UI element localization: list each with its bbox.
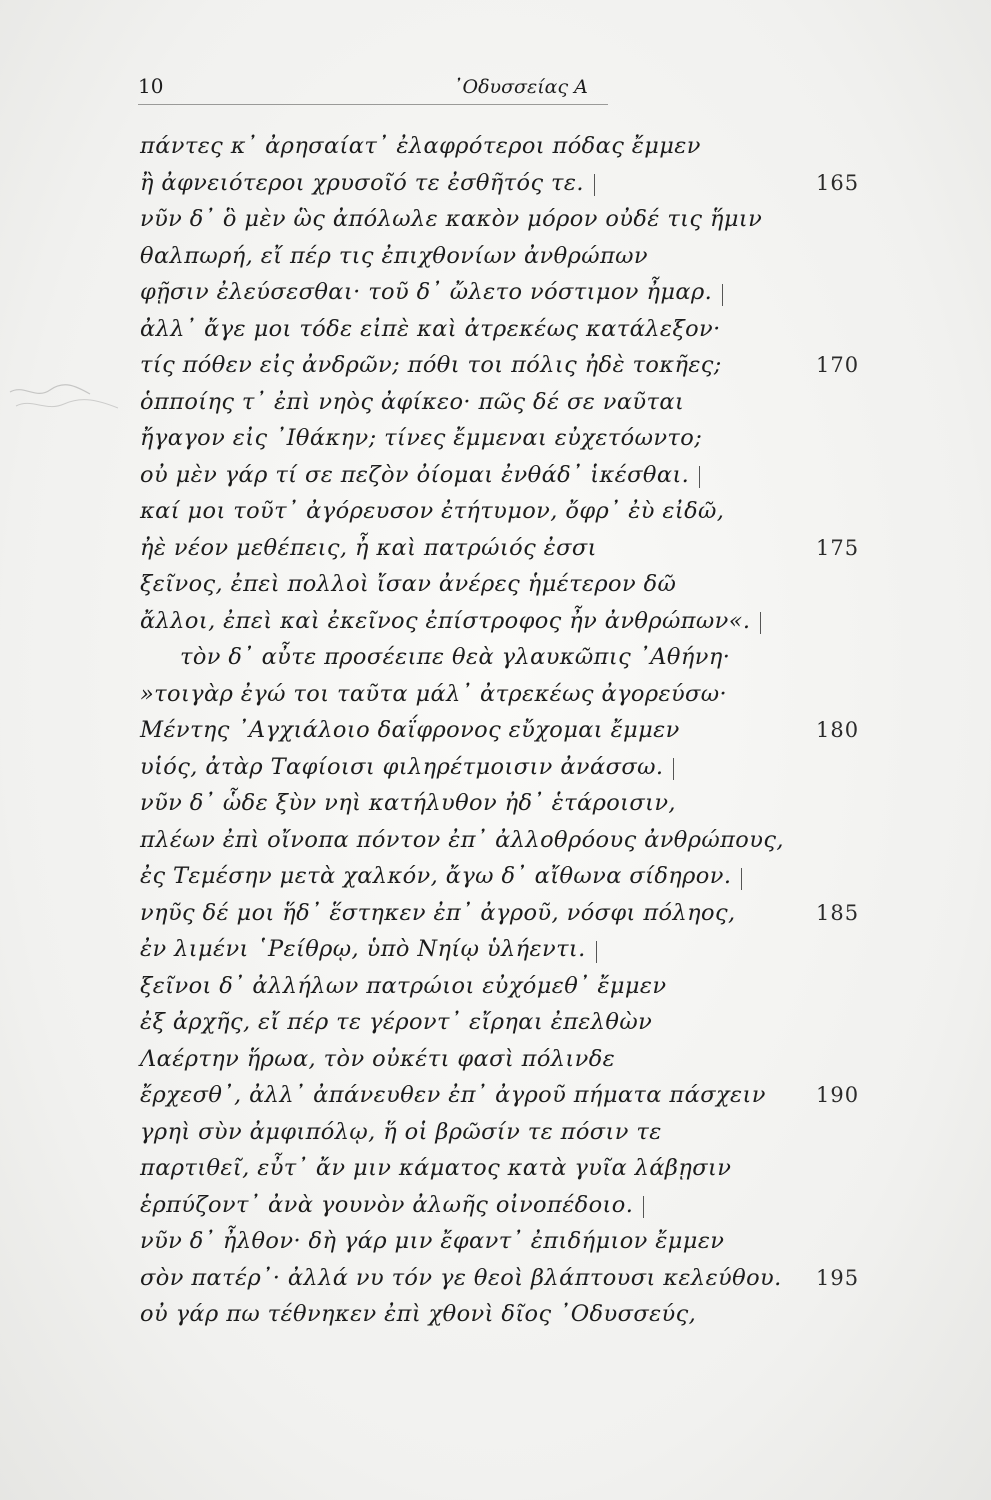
verse-line [140,1223,900,1260]
line-number: 185 [816,900,860,925]
verse-text: ἔρχεσθ᾿, ἀλλ᾿ ἀπάνευθεν ἐπ᾿ ἀγροῦ πήματα πάσχειν [140,1082,766,1108]
verse-text: νηῦς δέ μοι ἥδ᾿ ἕστηκεν ἐπ᾿ ἀγροῦ, νόσφι πόληος, [140,899,736,926]
verse-line [140,749,900,786]
verse-text: ἐν λιμένι ῾Ρείθρῳ, ὑπὸ Νηίῳ ὑλήεντι. [140,936,586,962]
verse-text: τὸν δ᾿ αὖτε προσέειπε θεὰ γλαυκῶπις ᾿Αθήνη· [180,644,731,670]
verse-text: σὸν πατέρ᾿· ἀλλά νυ τόν γε θεοὶ βλάπτουσι κελεύθου. [140,1264,782,1291]
verse-line [140,1041,900,1078]
verse-line [140,274,900,311]
verse-text: ἤγαγον εἰς ᾿Ιθάκην; τίνες ἔμμεναι εὐχετόωντο; [140,425,703,451]
verse-text: παρτιθεῖ, εὖτ᾿ ἄν μιν κάματος κατὰ γυῖα λάβῃσιν [140,1155,732,1181]
verse-line [140,785,900,822]
verse-line [140,566,900,603]
header-rule [138,104,608,105]
verse-line [140,311,900,348]
line-number: 195 [816,1265,860,1290]
verse-line [140,968,900,1005]
verse-text: υἱός, ἀτὰρ Ταφίοισι φιληρέτμοισιν ἀνάσσω. [140,753,664,780]
verse-line [140,931,900,968]
verse-line [140,165,900,202]
verse-block [140,128,900,1333]
verse-text: ὁπποίης τ᾿ ἐπὶ νηὸς ἀφίκεο· πῶς δέ σε ναῦται [140,388,685,415]
verse-text: ἄλλοι, ἐπεὶ καὶ ἐκεῖνος ἐπίστροφος ἦν ἀνθρώπων«. [140,607,751,634]
verse-text: νῦν δ᾿ ἦλθον· δὴ γάρ μιν ἔφαντ᾿ ἐπιδήμιον ἔμμεν [140,1228,725,1254]
stroke-mark [643,1196,644,1218]
verse-line [140,238,900,275]
verse-line [140,1114,900,1151]
verse-line [140,384,900,421]
verse-text: καί μοι τοῦτ᾿ ἀγόρευσον ἐτήτυμον, ὄφρ᾿ ἐὺ εἰδῶ, [140,498,725,524]
line-number: 180 [816,718,860,742]
verse-text: ξεῖνος, ἐπεὶ πολλοὶ ἴσαν ἀνέρες ἡμέτερον δῶ [140,571,677,597]
verse-line [140,895,900,932]
verse-line [140,530,900,567]
stroke-mark [760,612,761,634]
verse-text: πάντες κ᾿ ἀρησαίατ᾿ ἐλαφρότεροι πόδας ἔμμεν [140,133,701,159]
verse-line [140,493,900,530]
verse-text: οὐ γάρ πω τέθνηκεν ἐπὶ χθονὶ δῖος ᾿Οδυσσεύς, [140,1301,697,1327]
stroke-mark [596,941,597,963]
verse-text: Λαέρτην ἥρωα, τὸν οὐκέτι φασὶ πόλινδε [140,1045,616,1072]
verse-line [140,1150,900,1187]
line-number: 190 [816,1083,860,1107]
verse-text: θαλπωρή, εἴ πέρ τις ἐπιχθονίων ἀνθρώπων [140,242,648,269]
stroke-mark [722,284,723,306]
line-number: 165 [816,170,860,195]
verse-text: ἠὲ νέον μεθέπεις, ἦ καὶ πατρώιός ἐσσι [140,534,597,561]
stroke-mark [741,868,742,890]
verse-text: ξεῖνοι δ᾿ ἀλλήλων πατρώιοι εὐχόμεθ᾿ ἔμμεν [140,972,667,999]
verse-text: οὐ μὲν γάρ τί σε πεζὸν ὀίομαι ἐνθάδ᾿ ἱκέσθαι. [140,461,690,488]
verse-line [140,822,900,859]
verse-text: νῦν δ᾿ ὃ μὲν ὣς ἀπόλωλε κακὸν μόρον οὐδέ τις ἥμιν [140,206,763,232]
verse-line [140,201,900,238]
verse-text: νῦν δ᾿ ὧδε ξὺν νηὶ κατήλυθον ἠδ᾿ ἑτάροισιν, [140,790,676,816]
page-header [138,74,598,108]
verse-line [140,128,900,165]
verse-text: πλέων ἐπὶ οἴνοπα πόντον ἐπ᾿ ἀλλοθρόους ἀνθρώπους, [140,826,784,853]
verse-line [140,1077,900,1114]
stroke-mark [699,466,700,488]
verse-text: »τοιγὰρ ἐγώ τοι ταῦτα μάλ᾿ ἀτρεκέως ἀγορεύσω· [140,680,728,707]
verse-line [140,1187,900,1224]
running-title: ᾿Οδυσσείας Α [453,76,588,98]
verse-line [140,712,900,749]
verse-text: ἐξ ἀρχῆς, εἴ πέρ τε γέροντ᾿ εἴρηαι ἐπελθὼν [140,1009,653,1035]
verse-text: φῇσιν ἐλεύσεσθαι· τοῦ δ᾿ ὤλετο νόστιμον ἦμαρ. [140,279,713,305]
stroke-mark [594,174,595,196]
verse-line [140,1260,900,1297]
verse-text: Μέντης ᾿Αγχιάλοιο δαΐφρονος εὔχομαι ἔμμεν [140,717,680,743]
verse-line [140,603,900,640]
verse-text: γρηὶ σὺν ἀμφιπόλῳ, ἥ οἱ βρῶσίν τε πόσιν τε [140,1118,662,1145]
stroke-mark [673,758,674,780]
verse-text: ἢ ἀφνειότεροι χρυσοῖό τε ἐσθῆτός τε. [140,169,584,196]
verse-text: ἑρπύζοντ᾿ ἀνὰ γουνὸν ἀλωῆς οἰνοπέδοιο. [140,1191,634,1218]
verse-line [140,1296,900,1333]
verse-line [140,676,900,713]
verse-line [140,1004,900,1041]
verse-line [140,639,900,676]
verse-text: ἐς Τεμέσην μετὰ χαλκόν, ἄγω δ᾿ αἴθωνα σίδηρον. [140,863,732,889]
line-number: 170 [816,353,860,377]
pencil-annotation-icon [6,378,126,418]
verse-line [140,858,900,895]
verse-line [140,347,900,384]
verse-text: ἀλλ᾿ ἄγε μοι τόδε εἰπὲ καὶ ἀτρεκέως κατάλεξον· [140,315,721,342]
verse-text: τίς πόθεν εἰς ἀνδρῶν; πόθι τοι πόλις ἠδὲ τοκῆες; [140,352,722,378]
verse-line [140,420,900,457]
line-number: 175 [816,535,860,560]
verse-line [140,457,900,494]
page-number: 10 [138,74,164,98]
